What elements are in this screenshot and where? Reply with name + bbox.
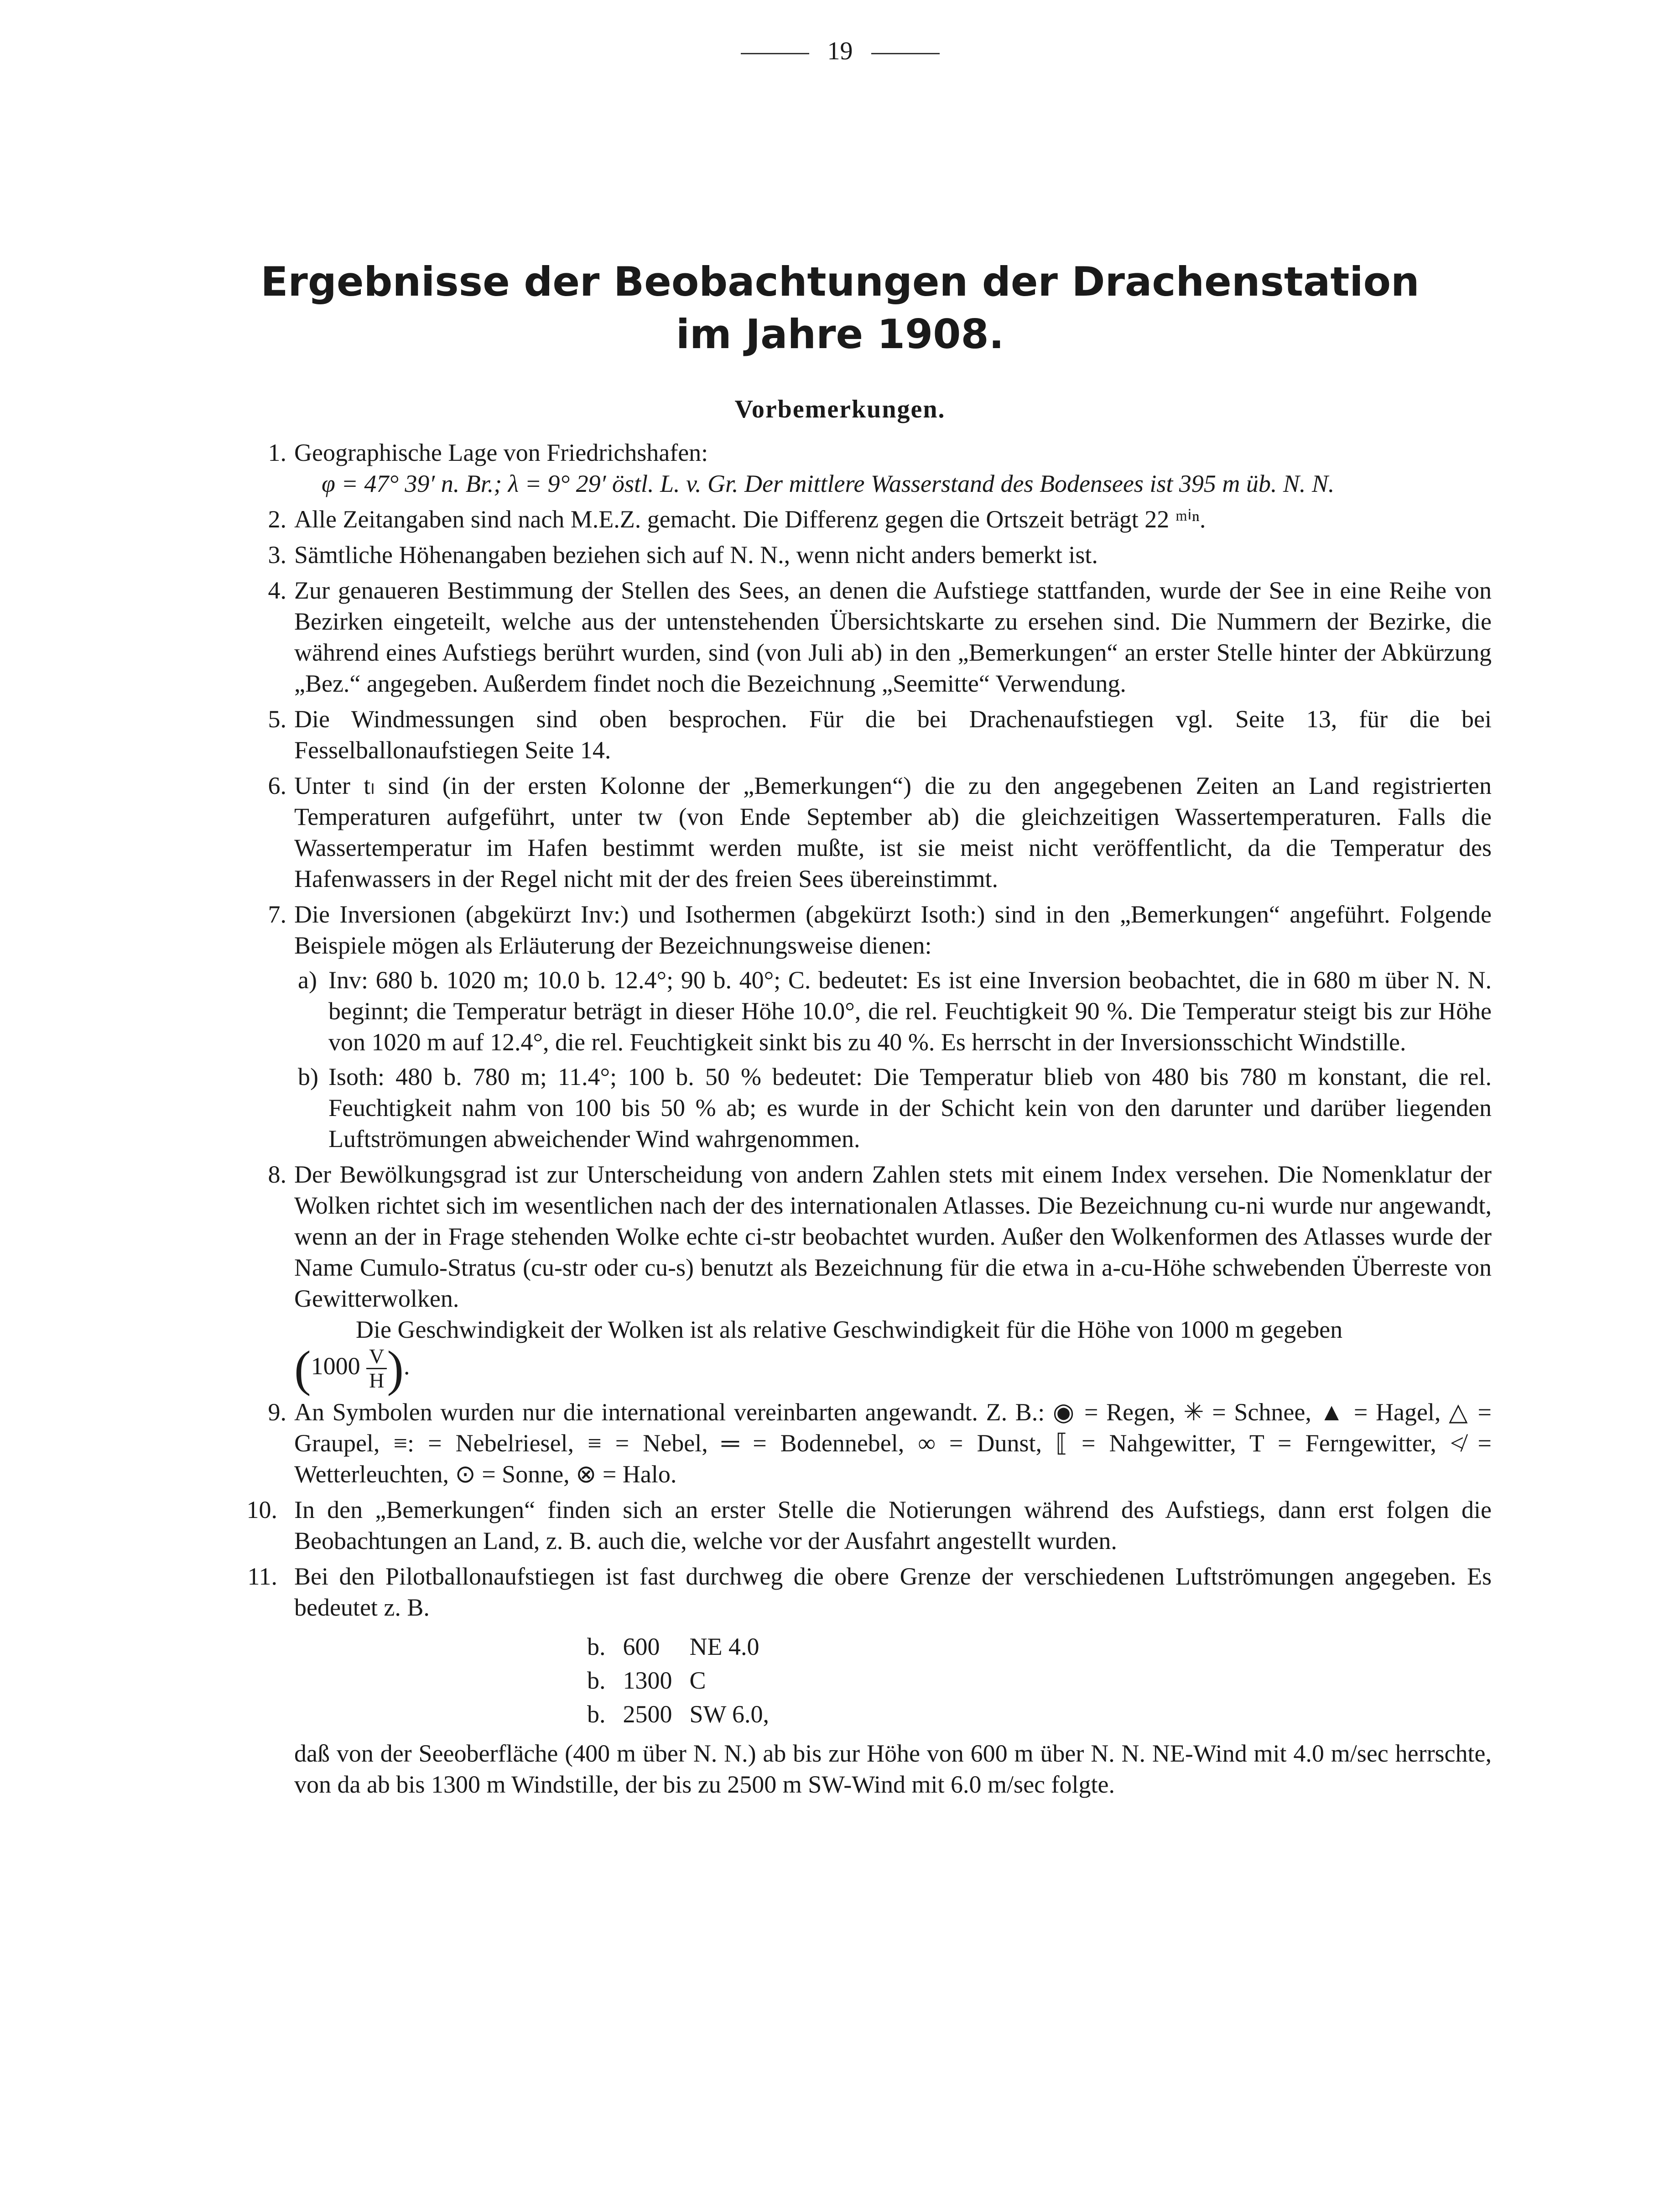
table-row — [587, 1664, 785, 1697]
item-text: An Symbolen wurden nur die international vereinbarten angewandt. Z. B.: ◉ = Regen, ✳ = Schnee, ▲ = Hagel, △ = Graupel, ≡: = Nebelriesel, ≡ = Nebel, ═ = Bodennebel, ∞ = Dunst, ⟦ = Nahgewitter, T = Ferngewitter, ≮ = Wetterleuchten, ⊙ = Sonne, ⊗ = Halo. — [294, 1398, 1492, 1488]
divider — [871, 53, 940, 54]
item-text: Geographische Lage von Friedrichshafen: — [294, 439, 708, 466]
sub-item-label: b) — [298, 1063, 318, 1090]
fraction — [366, 1345, 387, 1392]
item-number: 9. — [268, 1398, 286, 1426]
item-text: Unter tₗ sind (in der ersten Kolonne der „Bemerkungen“) die zu den angegebenen Zeiten an Land registrierten Temperaturen aufgeführt, unter tw (von Ende September ab) die gleichzeitigen Wassertemperaturen. Falls die Wassertemperatur im Hafen bestimmt werden mußte, ist sie meist nicht veröffentlicht, da die Temperatur des Hafenwassers in der Regel nicht mit der des freien Sees übereinstimmt. — [294, 772, 1492, 892]
wind-examples-table — [586, 1629, 786, 1731]
section-heading: Vorbemerkungen. — [734, 395, 946, 423]
item-text: Sämtliche Höhenangaben beziehen sich auf N. N., wenn nicht anders bemerkt ist. — [294, 541, 1098, 568]
item-number: 3. — [268, 541, 286, 568]
table-cell: NE 4.0 — [689, 1633, 759, 1660]
list-item — [260, 1397, 1492, 1490]
table-cell: C — [689, 1667, 706, 1694]
list-item — [260, 1159, 1492, 1397]
item-number: 4. — [268, 577, 286, 604]
page-number — [0, 37, 1680, 66]
table-row — [587, 1698, 785, 1731]
table-cell: b. — [587, 1700, 606, 1728]
sub-item — [294, 1061, 1492, 1154]
item-text: Bei den Pilotballonaufstiegen ist fast durchweg die obere Grenze der verschiedenen Luftströmungen angegeben. Es bedeutet z. B. — [294, 1563, 1492, 1621]
notes-list — [246, 437, 1492, 1804]
list-item — [260, 437, 1492, 499]
list-item — [247, 1561, 1492, 1800]
item-text-continued: daß von der Seeoberfläche (400 m über N. N.) ab bis zur Höhe von 600 m über N. N. NE-Wind mit 4.0 m/sec herrschte, von da ab bis 1300 m Windstille, der bis zu 2500 m SW-Wind mit 6.0 m/sec folgte. — [294, 1740, 1492, 1798]
table-cell: 2500 — [623, 1700, 672, 1728]
sub-item-text: Inv: 680 b. 1020 m; 10.0 b. 12.4°; 90 b. 40°; C. bedeutet: Es ist eine Inversion beobachtet, die in 680 m über N. N. beginnt; die Temperatur beträgt in dieser Höhe 10.0°, die rel. Feuchtigkeit 90 %. Die Temperatur steigt bis zur Höhe von 1020 m auf 12.4°, die rel. Feuchtigkeit sinkt bis zu 40 %. Es herrscht in der Inversionsschicht Windstille. — [328, 966, 1492, 1056]
item-number: 11. — [247, 1563, 277, 1590]
table-cell: 1300 — [623, 1667, 672, 1694]
list-item — [260, 899, 1492, 1154]
page-title — [0, 256, 1680, 360]
paren-close: ) — [387, 1340, 404, 1397]
item-number: 5. — [268, 705, 286, 733]
list-item — [260, 770, 1492, 894]
item-text: Die Inversionen (abgekürzt Inv:) und Isothermen (abgekürzt Isoth:) sind in den „Bemerkungen“ angeführt. Folgende Beispiele mögen als Erläuterung der Bezeichnungsweise dienen: — [294, 901, 1492, 959]
velocity-formula: (1000 $\frac{V}{H}$ ). — [294, 1340, 410, 1397]
item-text: In den „Bemerkungen“ finden sich an erster Stelle die Notierungen während des Aufstiegs, dann erst folgen die Beobachtungen an Land, z. B. auch die, welche vor der Ausfahrt angestellt wurden. — [294, 1496, 1492, 1554]
list-item — [260, 539, 1492, 570]
list-item — [260, 504, 1492, 535]
list-item — [260, 575, 1492, 699]
fraction-denominator: H — [369, 1369, 385, 1392]
table-cell: b. — [587, 1633, 606, 1660]
item-number: 10. — [246, 1496, 277, 1523]
list-item — [260, 704, 1492, 766]
formula-number: 1000 — [311, 1352, 360, 1380]
sub-item — [294, 965, 1492, 1058]
item-number: 7. — [268, 901, 286, 928]
item-formula: φ = 47° 39′ n. Br.; λ = 9° 29′ östl. L. v. Gr. Der mittlere Wasserstand des Bodensees ist 395 m üb. N. N. — [322, 470, 1335, 497]
item-text-continued: Die Geschwindigkeit der Wolken ist als relative Geschwindigkeit für die Höhe von 1000 m gegeben — [356, 1316, 1343, 1343]
title-line-2: im Jahre 1908. — [676, 311, 1004, 358]
list-item — [246, 1494, 1492, 1556]
item-text: Der Bewölkungsgrad ist zur Unterscheidung von andern Zahlen stets mit einem Index versehen. Die Nomenklatur der Wolken richtet sich im wesentlichen nach der des internationalen Atlasses. Die Bezeichnung cu-ni wurde nur angewandt, wenn an der in Frage stehenden Wolke echte ci-str beobachtet wurden. Außer den Wolkenformen des Atlasses wurde der Name Cumulo-Stratus (cu-str oder cu-s) benutzt als Bezeichnung für die etwa in a-cu-Höhe schwebenden Überreste von Gewitterwolken. — [294, 1161, 1492, 1312]
table-cell: b. — [587, 1667, 606, 1694]
sub-item-label: a) — [298, 966, 317, 994]
sub-item-text: Isoth: 480 b. 780 m; 11.4°; 100 b. 50 % bedeutet: Die Temperatur blieb von 480 bis 780 m konstant, die rel. Feuchtigkeit nahm von 100 bis 50 % ab; es wurde in der Schicht kein von den darunter und darüber liegenden Luftströmungen abweichender Wind wahrgenommen. — [328, 1063, 1492, 1152]
item-number: 8. — [268, 1161, 286, 1188]
item-number: 2. — [268, 506, 286, 533]
item-number: 6. — [268, 772, 286, 799]
item-text: Die Windmessungen sind oben besprochen. Für die bei Drachenaufstiegen vgl. Seite 13, für die bei Fesselballonaufstiegen Seite 14. — [294, 705, 1492, 764]
table-cell: SW 6.0, — [689, 1700, 770, 1728]
item-number: 1. — [268, 439, 286, 466]
item-text: Zur genaueren Bestimmung der Stellen des Sees, an denen die Aufstiege stattfanden, wurde der See in eine Reihe von Bezirken eingeteilt, welche aus der untenstehenden Übersichtskarte zu ersehen sind. Die Nummern der Bezirke, die während eines Aufstiegs berührt wurden, sind (von Juli ab) in den „Bemerkungen“ an erster Stelle hinter der Abkürzung „Bez.“ angegeben. Außerdem findet noch die Bezeichnung „Seemitte“ Verwendung. — [294, 577, 1492, 697]
table-row — [587, 1630, 785, 1663]
fraction-numerator: V — [366, 1345, 387, 1369]
title-line-1: Ergebnisse der Beobachtungen der Drachenstation — [260, 258, 1420, 305]
table-cell: 600 — [623, 1633, 660, 1660]
paren-open: ( — [294, 1340, 311, 1397]
page-number-text: 19 — [827, 37, 853, 65]
item-text: Alle Zeitangaben sind nach M.E.Z. gemacht. Die Differenz gegen die Ortszeit beträgt 22 ᵐⁱⁿ. — [294, 506, 1206, 533]
divider — [741, 53, 809, 54]
